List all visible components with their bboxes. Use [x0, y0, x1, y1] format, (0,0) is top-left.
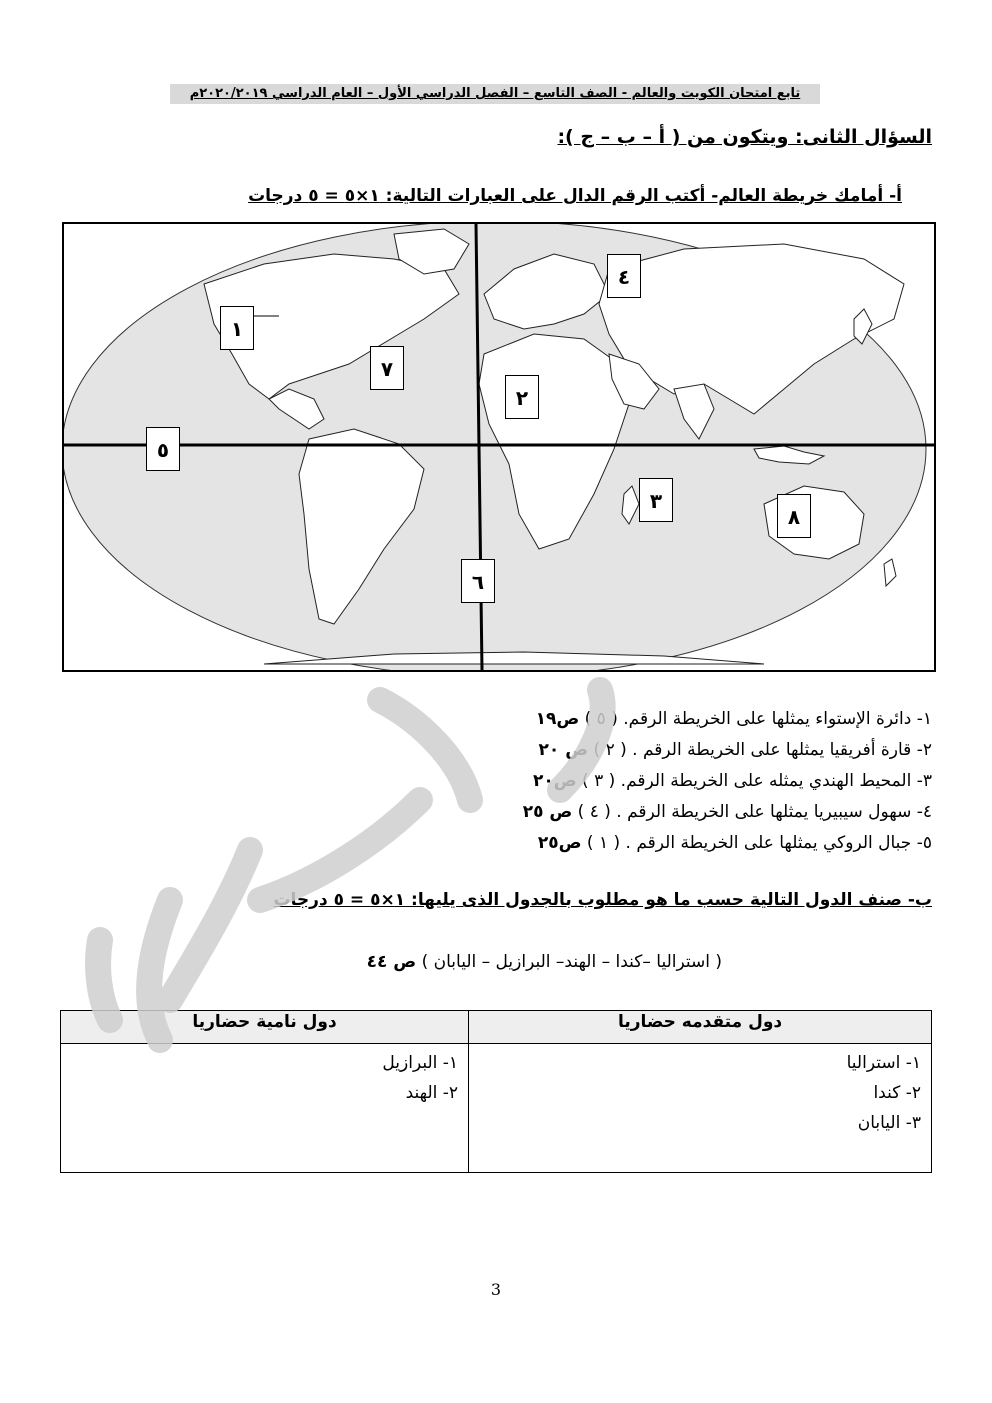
map-label-3: ٣	[639, 478, 673, 522]
exam-header: تابع امتحان الكويت والعالم - الصف التاسع – الفصل الدراسي الأول – العام الدراسي ٢٠٢٠/٢٠١٩م	[170, 84, 820, 104]
map-label-8: ٨	[777, 494, 811, 538]
answer-1-page: ص١٩	[535, 709, 580, 729]
answer-2-text: ٢- قارة أفريقيا يمثلها على الخريطة الرقم . ( ٢ )	[593, 740, 932, 760]
answer-line-4	[312, 797, 932, 828]
developing-item-1: ١- البرازيل	[382, 1053, 459, 1073]
map-label-5: ٥	[146, 427, 180, 471]
answer-2-page: ص ٢٠	[538, 740, 589, 760]
answer-list	[312, 704, 932, 859]
answer-5-text: ٥- جبال الروكي يمثلها على الخريطة الرقم . ( ١ )	[586, 833, 932, 853]
answer-4-text: ٤- سهول سيبيريا يمثلها على الخريطة الرقم . ( ٤ )	[577, 802, 932, 822]
advanced-cell	[469, 1044, 932, 1173]
answer-1-text: ١- دائرة الإستواء يمثلها على الخريطة الرقم. ( ٥ )	[584, 709, 932, 729]
part-b-title: ب- صنف الدول التالية حسب ما هو مطلوب بالجدول الذى يليها: ١×٥ = ٥ درجات	[273, 890, 932, 910]
answer-4-page: ص ٢٥	[522, 802, 573, 822]
question-title: السؤال الثانى: ويتكون من ( أ – ب – ج ):	[557, 126, 932, 148]
table-row	[61, 1044, 932, 1173]
classification-table	[60, 1010, 932, 1173]
map-label-4: ٤	[607, 254, 641, 298]
answer-5-page: ص٢٥	[537, 833, 582, 853]
table-header-row	[61, 1011, 932, 1044]
country-list-text: ( استراليا –كندا – الهند– البرازيل – اليابان )	[421, 952, 722, 972]
country-list	[367, 952, 722, 972]
col-advanced-header: دول متقدمه حضاريا	[469, 1011, 932, 1044]
answer-3-text: ٣- المحيط الهندي يمثله على الخريطة الرقم. ( ٣ )	[582, 771, 932, 791]
developing-item-2: ٢- الهند	[405, 1083, 459, 1103]
answer-line-2	[312, 735, 932, 766]
advanced-item-1: ١- استراليا	[846, 1053, 921, 1073]
map-label-1: ١	[220, 306, 254, 350]
col-developing-header: دول نامية حضاريا	[61, 1011, 469, 1044]
page-number: 3	[490, 1280, 502, 1299]
answer-line-3	[312, 766, 932, 797]
answer-line-5	[312, 828, 932, 859]
map-label-7: ٧	[370, 346, 404, 390]
answer-line-1	[312, 704, 932, 735]
advanced-item-3: ٣- اليابان	[857, 1113, 921, 1133]
answer-3-page: ص٢٠	[533, 771, 577, 791]
map-label-2: ٢	[505, 375, 539, 419]
map-label-6: ٦	[461, 559, 495, 603]
country-list-page: ص ٤٤	[366, 952, 417, 972]
world-map	[62, 222, 936, 672]
new-zealand-shape	[884, 559, 896, 586]
advanced-item-2: ٢- كندا	[873, 1083, 921, 1103]
developing-cell	[61, 1044, 469, 1173]
part-a-title: أ- أمامك خريطة العالم- أكتب الرقم الدال على العبارات التالية: ١×٥ = ٥ درجات	[248, 186, 902, 206]
world-map-drawing	[64, 224, 934, 670]
